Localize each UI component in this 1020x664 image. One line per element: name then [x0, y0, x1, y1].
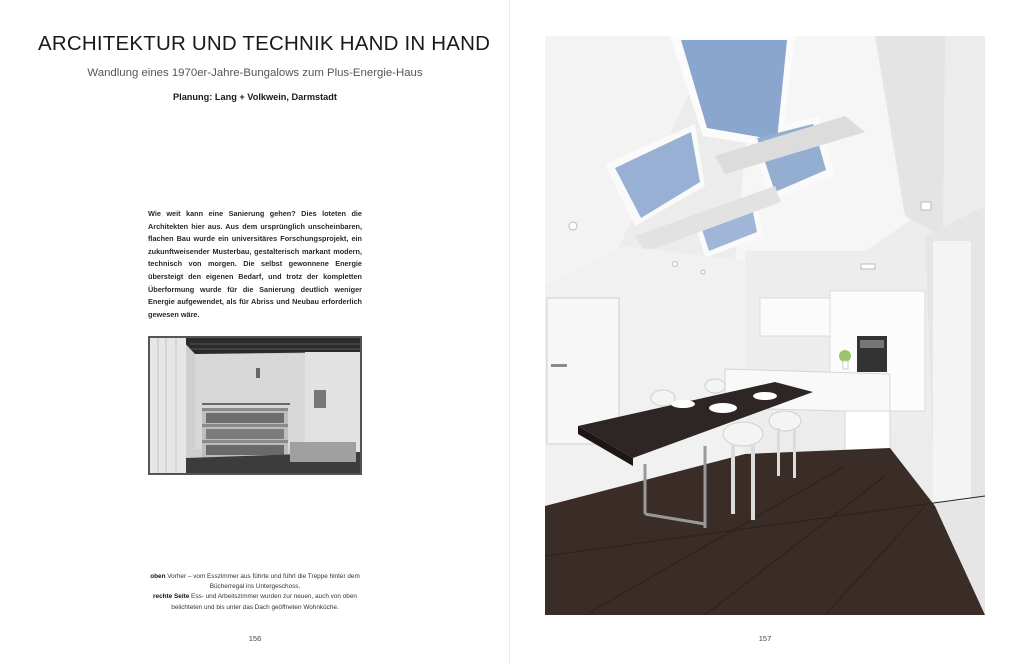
page-number-right: 157	[758, 634, 772, 643]
caption-label-right: rechte Seite	[153, 593, 190, 601]
body-paragraph: Wie weit kann eine Sanierung gehen? Dies loteten die Architekten hier aus. Aus dem ursprünglich unscheinbaren, flachen Bau wurde ein universitäres Forschungsprojekt, ein zukunftweisender Musterbau, gestalterisch markant modern, technisch von morgen. Die selbst gewonnene Energie übersteigt den eigenen Bedarf, und trotz der kompletten Überformung wurde für die Sanierung deutlich weniger Energie aufgewendet, als für Abriss und Neubau erforderlich gewesen wäre.	[148, 209, 362, 319]
kitchen-photo	[545, 36, 985, 615]
article-subtitle: Wandlung eines 1970er-Jahre-Bungalows zum Plus-Energie-Haus	[87, 67, 423, 79]
article-title: ARCHITEKTUR UND TECHNIK HAND IN HAND	[38, 32, 491, 55]
before-photo	[148, 336, 362, 475]
caption-text-top: Vorher – vom Esszimmer aus führte und führt die Treppe hinter dem Bücherregal ins Untergeschoss.	[165, 573, 360, 591]
caption-text-right: Ess- und Arbeitszimmer wurden zur neuen, auch von oben belichteten und bis unter das Dach geöffneten Wohnküche.	[171, 593, 357, 611]
page-number-left: 156	[248, 634, 262, 643]
planning-credit: Planung: Lang + Volkwein, Darmstadt	[173, 92, 337, 102]
caption-label-top: oben	[150, 573, 166, 580]
photo-caption	[148, 572, 362, 613]
